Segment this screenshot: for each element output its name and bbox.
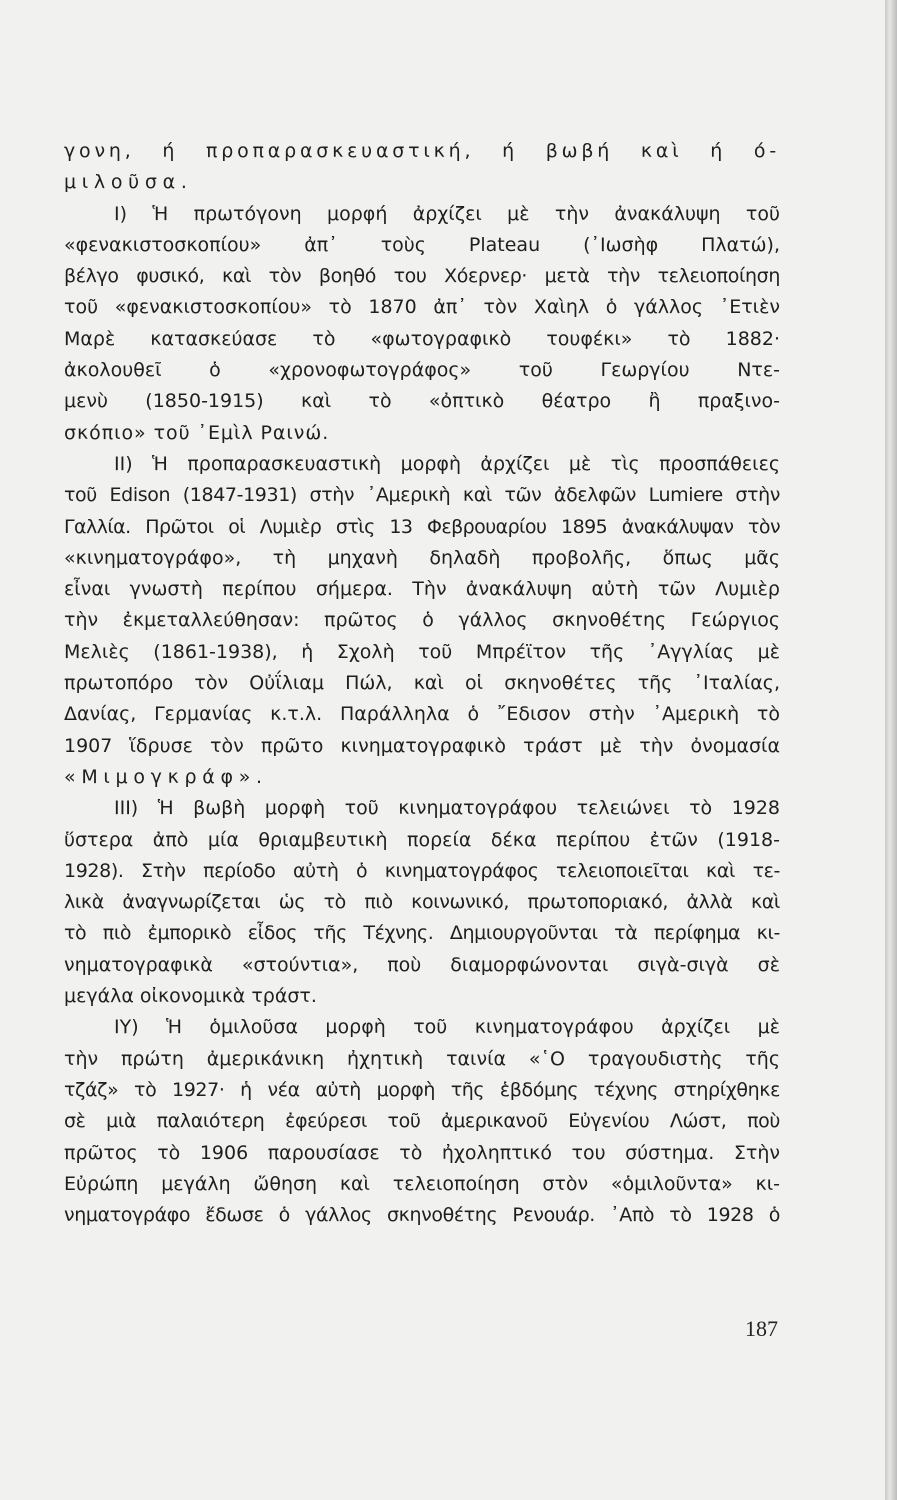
text-line: Μελιὲς (1861-1938), ἡ Σχολὴ τοῦ Μπρέϊτον τῆς ᾿Αγγλίας μὲ <box>64 640 780 663</box>
text-line: ἀκολουθεῖ ὁ «χρονοφωτογράφος» τοῦ Γεωργίου Ντε- <box>64 359 780 382</box>
text-line: ΙΙ) Ἡ προπαρασκευαστικὴ μορφὴ ἀρχίζει μὲ τὶς προσπάθειες <box>114 452 780 475</box>
text-line: νηματογραφικὰ «στούντια», ποὺ διαμορφώνονται σιγὰ-σιγὰ σὲ <box>64 953 780 976</box>
text-line: Γαλλία. Πρῶτοι οἱ Λυμιὲρ στὶς 13 Φεβρουαρίου 1895 ἀνακάλυψαν τὸν <box>64 515 780 538</box>
text-line: Ι) Ἡ πρωτόγονη μορφή ἀρχίζει μὲ τὴν ἀνακάλυψη τοῦ <box>114 202 780 225</box>
body-text <box>64 136 780 1231</box>
text-line: τοῦ «φενακιστοσκοπίου» τὸ 1870 ἀπ᾿ τὸν Χαὶηλ ὁ γάλλος ᾿Ετιὲν <box>64 296 780 319</box>
text-line: μεγάλα οἰκονομικὰ τράστ. <box>64 985 317 1008</box>
text-line: τοῦ Edison (1847-1931) στὴν ᾿Αμερικὴ καὶ τῶν ἀδελφῶν Lumiere στὴν <box>64 484 780 507</box>
text-line: «Μιμογκράφ». <box>64 765 268 788</box>
text-line: «φενακιστοσκοπίου» ἀπ᾿ τοὺς Plateau (᾿Ιωσὴφ Πλατώ), <box>64 233 780 256</box>
text-line: εἶναι γνωστὴ περίπου σήμερα. Τὴν ἀνακάλυψη αὐτὴ τῶν Λυμιὲρ <box>64 578 780 601</box>
text-line: ΙΥ) Ἡ ὁμιλοῦσα μορφὴ τοῦ κινηματογράφου ἀρχίζει μὲ <box>114 1016 780 1039</box>
text-line: μενὺ (1850-1915) καὶ τὸ «ὀπτικὸ θέατρο ἢ πραξινο- <box>64 390 780 413</box>
text-line: τὴν ἐκμεταλλεύθησαν: πρῶτος ὁ γάλλος σκηνοθέτης Γεώργιος <box>64 609 780 632</box>
text-line: Μαρὲ κατασκεύασε τὸ «φωτογραφικὸ τουφέκι» τὸ 1882· <box>64 327 780 350</box>
text-line: σὲ μιὰ παλαιότερη ἐφεύρεσι τοῦ ἀμερικανοῦ Εὐγενίου Λώστ, ποὺ <box>64 1110 780 1133</box>
text-line: νηματογράφο ἔδωσε ὁ γάλλος σκηνοθέτης Ρενουάρ. ᾿Απὸ τὸ 1928 ὁ <box>64 1204 780 1227</box>
text-line: Εὐρώπη μεγάλη ὤθηση καὶ τελειοποίηση στὸν «ὁμιλοῦντα» κι- <box>64 1172 780 1195</box>
text-line: ὕστερα ἀπὸ μία θριαμβευτικὴ πορεία δέκα περίπου ἐτῶν (1918- <box>64 828 780 851</box>
text-line: 1928). Στὴν περίοδο αὐτὴ ὁ κινηματογράφος τελειοποιεῖται καὶ τε- <box>64 859 780 882</box>
text-line: πρῶτος τὸ 1906 παρουσίασε τὸ ἠχοληπτικό του σύστημα. Στὴν <box>64 1141 780 1164</box>
text-line: τὴν πρώτη ἀμερικάνικη ἠχητικὴ ταινία «῾Ο τραγουδιστὴς τῆς <box>64 1047 780 1070</box>
text-line: «κινηματογράφο», τὴ μηχανὴ δηλαδὴ προβολῆς, ὅπως μᾶς <box>64 546 780 569</box>
text-line: ΙΙΙ) Ἡ βωβὴ μορφὴ τοῦ κινηματογράφου τελειώνει τὸ 1928 <box>114 797 780 820</box>
text-line: βέλγο φυσικό, καὶ τὸν βοηθό του Χόερνερ· μετὰ τὴν τελειοποίηση <box>64 265 780 288</box>
text-line: λικὰ ἀναγνωρίζεται ὡς τὸ πιὸ κοινωνικό, πρωτοποριακό, ἀλλὰ καὶ <box>64 891 780 914</box>
page-number: 187 <box>745 1316 778 1341</box>
page-edge <box>885 0 897 1500</box>
text-line: τζάζ» τὸ 1927· ἡ νέα αὐτὴ μορφὴ τῆς ἑβδόμης τέχνης στηρίχθηκε <box>64 1078 780 1101</box>
text-line: 1907 ἵδρυσε τὸν πρῶτο κινηματογραφικὸ τράστ μὲ τὴν ὀνομασία <box>64 734 780 757</box>
text-line: τὸ πιὸ ἐμπορικὸ εἶδος τῆς Τέχνης. Δημιουργοῦνται τὰ περίφημα κι- <box>64 922 780 945</box>
text-line: σκόπιο» τοῦ ᾿Εμὶλ Ραινώ. <box>64 421 330 444</box>
text-line: πρωτοπόρο τὸν Οὐΐλιαμ Πώλ, καὶ οἱ σκηνοθέτες τῆς ᾿Ιταλίας, <box>64 672 780 695</box>
text-line: γονη, ή προπαρασκευαστική, ή βωβή καὶ ή ό- <box>64 140 780 162</box>
text-line: Δανίας, Γερμανίας κ.τ.λ. Παράλληλα ὁ ῎Εδισον στὴν ᾿Αμερικὴ τὸ <box>64 703 780 726</box>
text-line: μιλοῦσα. <box>64 171 193 194</box>
